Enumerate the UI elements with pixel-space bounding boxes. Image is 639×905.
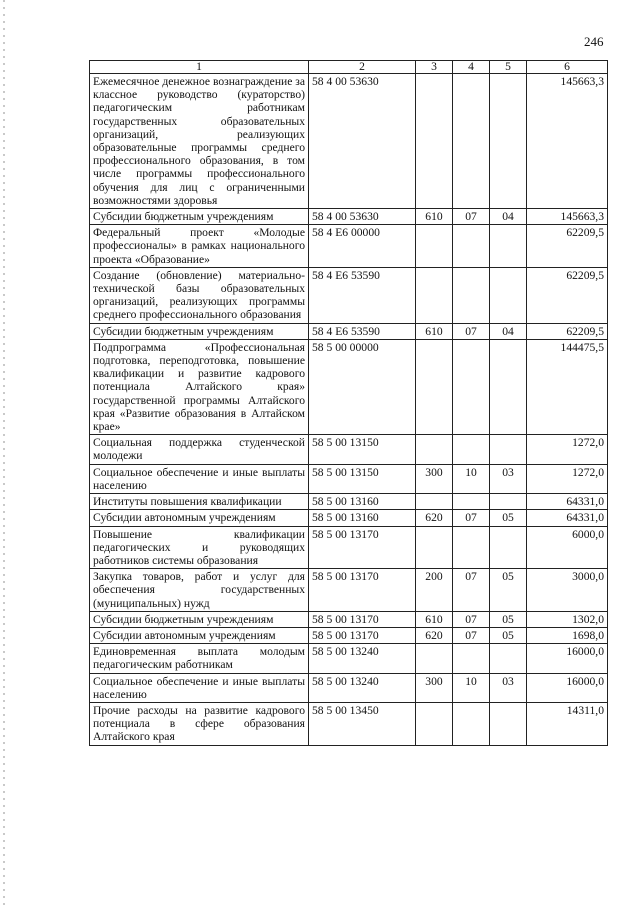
row-col-5 [490, 526, 527, 569]
row-col-3 [416, 225, 453, 268]
row-col-5 [490, 74, 527, 209]
table-row [90, 510, 608, 526]
row-col-4: 07 [453, 569, 490, 612]
row-col-4 [453, 435, 490, 464]
row-amount: 14311,0 [527, 702, 608, 745]
row-col-4 [453, 74, 490, 209]
row-name: Субсидии автономным учреждениям [90, 627, 309, 643]
row-amount: 144475,5 [527, 339, 608, 434]
row-col-5 [490, 267, 527, 323]
row-col-3 [416, 644, 453, 673]
row-amount: 62209,5 [527, 225, 608, 268]
row-col-3 [416, 526, 453, 569]
row-name: Субсидии бюджетным учреждениям [90, 611, 309, 627]
row-code: 58 4 Е6 53590 [309, 267, 416, 323]
row-code: 58 4 Е6 00000 [309, 225, 416, 268]
row-col-4: 07 [453, 510, 490, 526]
header-col-3: 3 [416, 61, 453, 74]
row-col-5 [490, 494, 527, 510]
binding-margin [3, 0, 5, 905]
row-col-3: 620 [416, 627, 453, 643]
row-col-5: 04 [490, 323, 527, 339]
row-name: Институты повышения квалификации [90, 494, 309, 510]
row-name: Закупка товаров, работ и услуг для обеспечения государственных (муниципальных) нужд [90, 569, 309, 612]
row-name: Субсидии автономным учреждениям [90, 510, 309, 526]
row-name: Социальная поддержка студенческой молодежи [90, 435, 309, 464]
row-code: 58 5 00 13160 [309, 494, 416, 510]
row-amount: 16000,0 [527, 644, 608, 673]
row-amount: 62209,5 [527, 267, 608, 323]
row-col-5: 03 [490, 464, 527, 493]
row-amount: 1272,0 [527, 435, 608, 464]
row-name: Повышение квалификации педагогических и руководящих работников системы образования [90, 526, 309, 569]
row-amount: 62209,5 [527, 323, 608, 339]
header-col-2: 2 [309, 61, 416, 74]
row-code: 58 5 00 13240 [309, 644, 416, 673]
table-row [90, 673, 608, 702]
header-col-6: 6 [527, 61, 608, 74]
table-row [90, 267, 608, 323]
row-col-5: 05 [490, 611, 527, 627]
row-col-4 [453, 494, 490, 510]
row-code: 58 5 00 00000 [309, 339, 416, 434]
row-name: Социальное обеспечение и иные выплаты населению [90, 464, 309, 493]
table-row [90, 702, 608, 745]
page-number: 246 [584, 34, 604, 49]
row-col-3 [416, 702, 453, 745]
row-name: Федеральный проект «Молодые профессионалы» в рамках национального проекта «Образование» [90, 225, 309, 268]
row-col-5 [490, 339, 527, 434]
header-col-4: 4 [453, 61, 490, 74]
row-amount: 1698,0 [527, 627, 608, 643]
row-amount: 1272,0 [527, 464, 608, 493]
row-code: 58 4 00 53630 [309, 74, 416, 209]
budget-table [89, 60, 608, 746]
row-amount: 16000,0 [527, 673, 608, 702]
table-row [90, 569, 608, 612]
header-row [90, 61, 608, 74]
header-col-1: 1 [90, 61, 309, 74]
row-code: 58 5 00 13150 [309, 435, 416, 464]
row-name: Единовременная выплата молодым педагогическим работникам [90, 644, 309, 673]
row-col-5: 05 [490, 510, 527, 526]
row-col-4: 07 [453, 627, 490, 643]
row-col-5: 05 [490, 627, 527, 643]
row-col-3 [416, 494, 453, 510]
row-code: 58 4 Е6 53590 [309, 323, 416, 339]
row-col-5 [490, 702, 527, 745]
row-code: 58 5 00 13170 [309, 526, 416, 569]
table-row [90, 611, 608, 627]
row-code: 58 5 00 13240 [309, 673, 416, 702]
row-name: Создание (обновление) материально-технической базы образовательных организаций, реализующих программы среднего профессионального образования [90, 267, 309, 323]
row-code: 58 5 00 13150 [309, 464, 416, 493]
row-col-4 [453, 225, 490, 268]
row-col-3 [416, 74, 453, 209]
row-col-3: 300 [416, 464, 453, 493]
row-col-3 [416, 339, 453, 434]
row-col-4: 07 [453, 323, 490, 339]
row-col-4: 10 [453, 464, 490, 493]
table-row [90, 644, 608, 673]
row-col-4 [453, 267, 490, 323]
row-col-3: 610 [416, 323, 453, 339]
header-col-5: 5 [490, 61, 527, 74]
row-col-4: 07 [453, 209, 490, 225]
row-amount: 3000,0 [527, 569, 608, 612]
row-code: 58 5 00 13170 [309, 627, 416, 643]
row-col-5 [490, 644, 527, 673]
row-amount: 145663,3 [527, 74, 608, 209]
row-amount: 64331,0 [527, 494, 608, 510]
table-row [90, 627, 608, 643]
table-row [90, 323, 608, 339]
row-code: 58 5 00 13170 [309, 611, 416, 627]
row-code: 58 5 00 13160 [309, 510, 416, 526]
row-col-3: 610 [416, 611, 453, 627]
row-col-5 [490, 435, 527, 464]
row-amount: 145663,3 [527, 209, 608, 225]
row-name: Ежемесячное денежное вознаграждение за классное руководство (кураторство) педагогическим работникам государственных образовательных организаций, реализующих образовательные программы среднего профессионального образования, в том числе программы профессионального обучения для лиц с ограниченными возможностями здоровья [90, 74, 309, 209]
table-row [90, 74, 608, 209]
table-row [90, 494, 608, 510]
row-name: Прочие расходы на развитие кадрового потенциала в сфере образования Алтайского края [90, 702, 309, 745]
row-col-4 [453, 339, 490, 434]
row-code: 58 5 00 13450 [309, 702, 416, 745]
table-row [90, 435, 608, 464]
row-name: Субсидии бюджетным учреждениям [90, 209, 309, 225]
row-col-3 [416, 435, 453, 464]
row-amount: 1302,0 [527, 611, 608, 627]
row-col-5: 03 [490, 673, 527, 702]
row-col-3: 610 [416, 209, 453, 225]
row-name: Субсидии бюджетным учреждениям [90, 323, 309, 339]
table-row [90, 464, 608, 493]
row-col-4 [453, 526, 490, 569]
row-code: 58 5 00 13170 [309, 569, 416, 612]
row-col-4 [453, 702, 490, 745]
row-code: 58 4 00 53630 [309, 209, 416, 225]
table-row [90, 225, 608, 268]
row-col-5 [490, 225, 527, 268]
row-col-4: 07 [453, 611, 490, 627]
row-col-4: 10 [453, 673, 490, 702]
row-name: Подпрограмма «Профессиональная подготовка, переподготовка, повышение квалификации и развитие кадрового потенциала Алтайского края» государственной программы Алтайского края «Развитие образования в Алтайском крае» [90, 339, 309, 434]
table-row [90, 339, 608, 434]
row-col-3: 200 [416, 569, 453, 612]
row-col-4 [453, 644, 490, 673]
row-col-5: 05 [490, 569, 527, 612]
row-col-3: 620 [416, 510, 453, 526]
row-col-3: 300 [416, 673, 453, 702]
row-amount: 6000,0 [527, 526, 608, 569]
row-name: Социальное обеспечение и иные выплаты населению [90, 673, 309, 702]
table-row [90, 209, 608, 225]
row-col-5: 04 [490, 209, 527, 225]
row-amount: 64331,0 [527, 510, 608, 526]
row-col-3 [416, 267, 453, 323]
table-row [90, 526, 608, 569]
